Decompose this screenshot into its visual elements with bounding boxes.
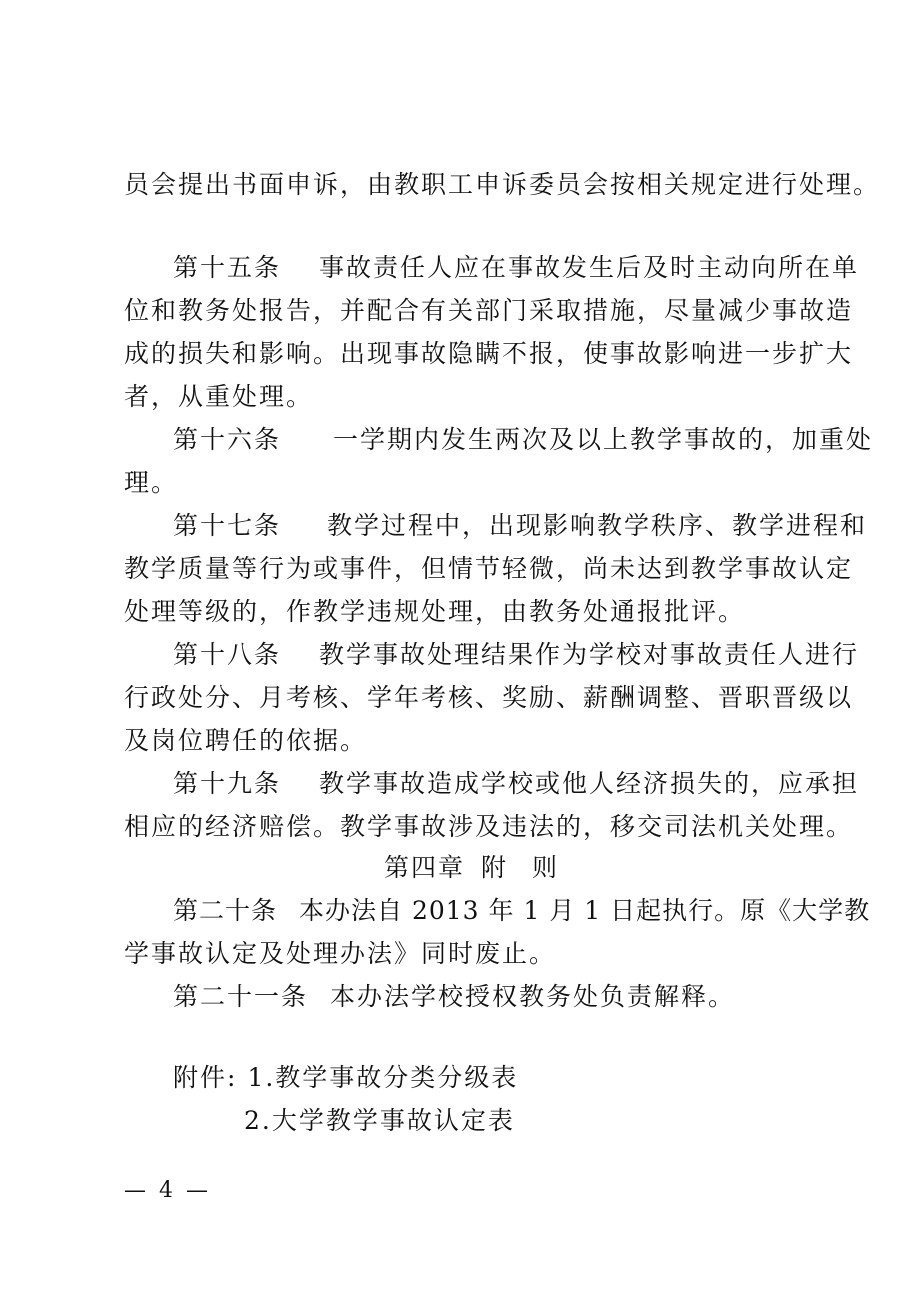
article-text: 教学过程中，出现影响教学秩序、教学进程和 bbox=[327, 511, 868, 540]
article-text: 教学事故造成学校或他人经济损失的，应承担 bbox=[319, 769, 860, 798]
chapter-title-b: 则 bbox=[532, 853, 560, 882]
paragraph-line: 理。 bbox=[124, 468, 179, 497]
article-15 bbox=[173, 253, 859, 283]
paragraph-line: 位和教务处报告，并配合有关部门采取措施，尽量减少事故造 bbox=[124, 296, 854, 325]
paragraph-line: 及岗位聘任的依据。 bbox=[124, 726, 368, 755]
article-text: 本办法学校授权教务处负责解释。 bbox=[330, 982, 736, 1011]
paragraph-line: 行政处分、月考核、学年考核、奖励、薪酬调整、晋职晋级以 bbox=[124, 683, 854, 712]
article-label: 第十八条 bbox=[173, 640, 282, 669]
article-label: 第十六条 bbox=[173, 425, 282, 454]
article-17 bbox=[173, 511, 867, 541]
paragraph-line: 者，从重处理。 bbox=[124, 382, 314, 411]
chapter-title-a: 附 bbox=[481, 853, 509, 882]
article-text: 事故责任人应在事故发生后及时主动向所在单 bbox=[319, 253, 860, 282]
article-label: 第二十条 bbox=[173, 896, 278, 925]
attachments bbox=[173, 1063, 518, 1093]
attachment-item: 1.教学事故分类分级表 bbox=[247, 1063, 519, 1092]
article-18 bbox=[173, 640, 859, 670]
paragraph-line: 成的损失和影响。出现事故隐瞒不报，使事故影响进一步扩大 bbox=[124, 339, 854, 368]
paragraph-line: 处理等级的，作教学违规处理，由教务处通报批评。 bbox=[124, 597, 746, 626]
article-label: 第二十一条 bbox=[173, 982, 309, 1011]
article-19 bbox=[173, 769, 859, 799]
page-number: — 4 — bbox=[124, 1178, 211, 1203]
article-label: 第十九条 bbox=[173, 769, 282, 798]
paragraph-line: 相应的经济赔偿。教学事故涉及违法的，移交司法机关处理。 bbox=[124, 812, 854, 841]
article-21 bbox=[173, 982, 735, 1012]
paragraph-line: 教学质量等行为或事件，但情节轻微，尚未达到教学事故认定 bbox=[124, 554, 854, 583]
article-label: 第十五条 bbox=[173, 253, 282, 282]
attachment-item: 2.大学教学事故认定表 bbox=[244, 1106, 515, 1135]
chapter-heading bbox=[384, 853, 559, 883]
attachments-label: 附件: bbox=[173, 1063, 238, 1092]
article-label: 第十七条 bbox=[173, 511, 282, 540]
article-text: 一学期内发生两次及以上教学事故的，加重处 bbox=[333, 425, 874, 454]
article-text: 本办法自 2013 年 1 月 1 日起执行。原《大学教 bbox=[299, 896, 871, 925]
paragraph-line: 员会提出书面申诉，由教职工申诉委员会按相关规定进行处理。 bbox=[124, 170, 881, 199]
article-text: 教学事故处理结果作为学校对事故责任人进行 bbox=[319, 640, 860, 669]
article-16 bbox=[173, 425, 873, 455]
chapter-number: 第四章 bbox=[384, 853, 466, 882]
article-20 bbox=[173, 896, 870, 926]
paragraph-line: 学事故认定及处理办法》同时废止。 bbox=[124, 939, 557, 968]
